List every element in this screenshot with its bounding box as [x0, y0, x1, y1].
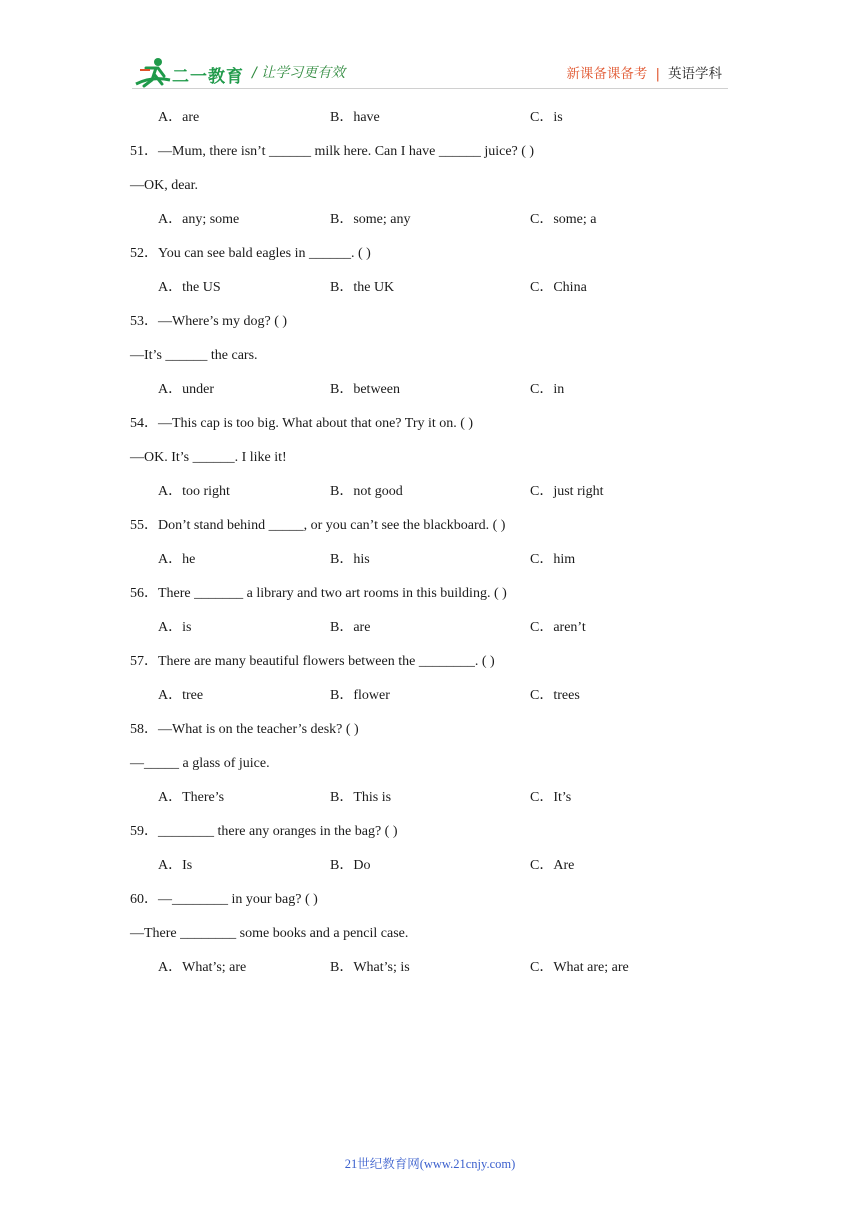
answer-options — [130, 210, 730, 230]
option-a: A．What’s; are — [158, 960, 247, 975]
option-c: C．It’s — [530, 790, 572, 805]
option-c: C．trees — [530, 688, 580, 703]
option-c: C．China — [530, 280, 587, 295]
answer-options — [130, 482, 730, 502]
question-line: 60．—________ in your bag? ( ) — [130, 892, 318, 907]
header-subject — [566, 62, 722, 82]
header-separator: | — [655, 66, 660, 82]
question-line: 55．Don’t stand behind _____, or you can’t see the blackboard. ( ) — [130, 518, 506, 533]
answer-options — [130, 278, 730, 298]
answer-options — [130, 958, 730, 978]
question-line: —OK. It’s ______. I like it! — [130, 450, 287, 465]
header-right-main: 新课备课备考 — [566, 66, 648, 82]
question-line: 54．—This cap is too big. What about that one? Try it on. ( ) — [130, 416, 474, 431]
question-line: 57．There are many beautiful flowers between the ________. ( ) — [130, 654, 495, 669]
option-b: B．some; any — [330, 212, 411, 227]
option-a: A．is — [158, 620, 192, 635]
question-line: 52．You can see bald eagles in ______. ( ) — [130, 246, 371, 261]
logo-text: 二一教育 — [172, 67, 244, 87]
question-line: 53．—Where’s my dog? ( ) — [130, 314, 288, 329]
option-a: A．under — [158, 382, 214, 397]
option-a: A．the US — [158, 280, 221, 295]
page-header — [0, 0, 860, 100]
option-c: C．aren’t — [530, 620, 586, 635]
question-list — [130, 108, 730, 992]
header-divider — [132, 88, 728, 89]
option-b: B．have — [330, 110, 380, 125]
question-line: —There ________ some books and a pencil case. — [130, 926, 409, 941]
option-b: B．What’s; is — [330, 960, 410, 975]
option-b: B．not good — [330, 484, 403, 499]
option-a: A．tree — [158, 688, 204, 703]
question-line: 56．There _______ a library and two art rooms in this building. ( ) — [130, 586, 507, 601]
option-c: C．What are; are — [530, 960, 629, 975]
question-line: 51．—Mum, there isn’t ______ milk here. Can I have ______ juice? ( ) — [130, 144, 535, 159]
question-line: —OK, dear. — [130, 178, 199, 193]
option-a: A．too right — [158, 484, 230, 499]
option-c: C．is — [530, 110, 563, 125]
option-b: B．between — [330, 382, 400, 397]
option-b: B．the UK — [330, 280, 395, 295]
header-right-sub: 英语学科 — [668, 66, 722, 82]
answer-options — [130, 856, 730, 876]
option-c: C．Are — [530, 858, 575, 873]
option-b: B．Do — [330, 858, 371, 873]
option-a: A．There’s — [158, 790, 225, 805]
answer-options — [130, 788, 730, 808]
option-b: B．This is — [330, 790, 392, 805]
option-c: C．in — [530, 382, 565, 397]
question-line: 58．—What is on the teacher’s desk? ( ) — [130, 722, 359, 737]
option-b: B．are — [330, 620, 371, 635]
question-line: 59．________ there any oranges in the bag? ( ) — [130, 824, 398, 839]
answer-options — [130, 686, 730, 706]
answer-options — [130, 380, 730, 400]
option-c: C．just right — [530, 484, 604, 499]
option-c: C．some; a — [530, 212, 597, 227]
slogan: / 让学习更有效 — [252, 65, 346, 81]
option-a: A．are — [158, 110, 200, 125]
option-a: A．any; some — [158, 212, 240, 227]
option-a: A．Is — [158, 858, 193, 873]
question-line: —It’s ______ the cars. — [130, 348, 258, 363]
option-a: A．he — [158, 552, 196, 567]
answer-options — [130, 550, 730, 570]
option-b: B．flower — [330, 688, 390, 703]
question-line: —_____ a glass of juice. — [130, 756, 270, 771]
option-c: C．him — [530, 552, 576, 567]
option-b: B．his — [330, 552, 370, 567]
page-footer: 21世纪教育网(www.21cnjy.com) — [344, 1157, 516, 1171]
answer-options — [130, 108, 730, 128]
answer-options — [130, 618, 730, 638]
